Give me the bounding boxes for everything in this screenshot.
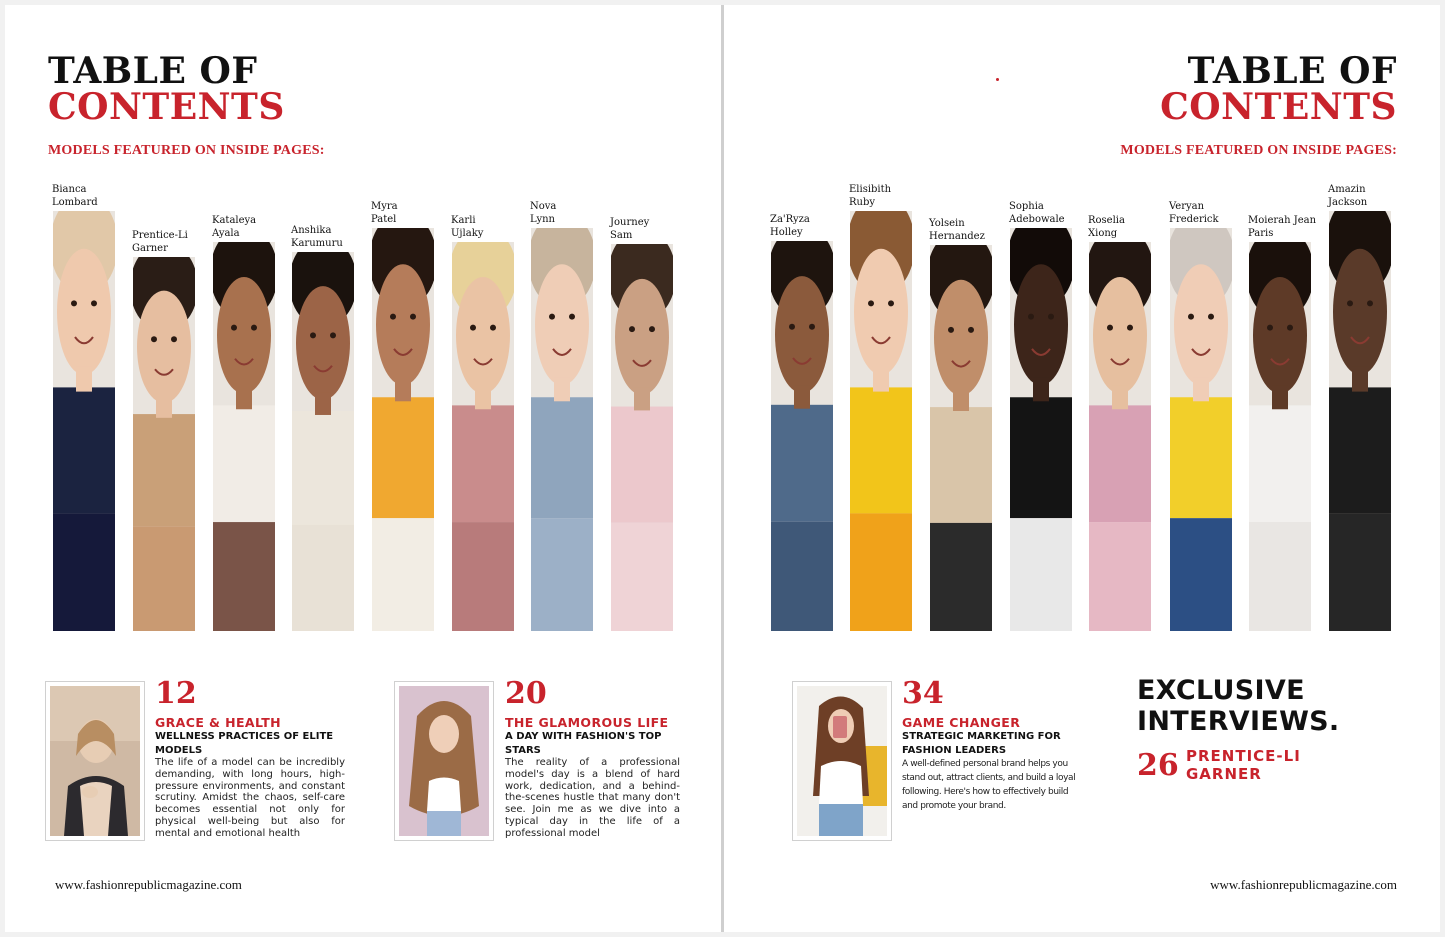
red-dot-decoration (996, 78, 999, 81)
model-name: Kataleya Ayala (212, 215, 257, 239)
woman-long-hair-photo (399, 686, 489, 836)
model-photo-strip (611, 244, 673, 631)
model-name: Myra Patel (371, 201, 398, 225)
child-portrait (1010, 228, 1072, 631)
article-photo-wellness (46, 682, 144, 840)
model-name: Karli Ujlaky (451, 215, 484, 239)
child-portrait (133, 257, 195, 631)
article-subheading: STRATEGIC MARKETING FOR FASHION LEADERS (902, 731, 1061, 756)
child-portrait (531, 228, 593, 631)
toc-title: TABLE OF CONTENTS (1160, 50, 1397, 128)
model-photo-strip (1089, 242, 1151, 631)
models-featured-heading: MODELS FEATURED ON INSIDE PAGES: (1120, 143, 1397, 158)
model-photo-strip (771, 241, 833, 631)
model-photo-strip (1249, 242, 1311, 631)
article-page-number: 20 (505, 676, 547, 711)
child-portrait (930, 245, 992, 631)
interview-page-number: 26 (1137, 748, 1179, 783)
model-name: Nova Lynn (530, 201, 557, 225)
woman-meditating-photo (50, 686, 140, 836)
model-name: Amazin Jackson (1328, 184, 1368, 208)
model-photo-strip (292, 252, 354, 631)
website-url[interactable]: www.fashionrepublicmagazine.com (1210, 877, 1397, 892)
article-summary: The life of a model can be incredibly demanding, with long hours, high-pressure environments, and constant scrutiny. Amidst the chaos, self-care becomes essential not only for physical well-being but also for mental and emotional health (155, 757, 345, 839)
article-subheading: A DAY WITH FASHION'S TOP STARS (505, 731, 662, 756)
model-name: Journey Sam (610, 217, 650, 241)
article-heading: GRACE & HEALTH (155, 715, 282, 730)
child-portrait (1089, 242, 1151, 631)
child-portrait (1170, 228, 1232, 631)
models-featured-heading: MODELS FEATURED ON INSIDE PAGES: (48, 143, 325, 158)
model-name: Veryan Frederick (1169, 201, 1219, 225)
model-name: Za'Ryza Holley (770, 214, 810, 238)
article-subheading: WELLNESS PRACTICES OF ELITE MODELS (155, 731, 334, 756)
child-portrait (850, 211, 912, 631)
website-url[interactable]: www.fashionrepublicmagazine.com (55, 877, 242, 892)
article-summary: The reality of a professional model's day is a blend of hard work, dedication, and a behind-the-scenes hustle that many don't see. Join me as we dive into a typical day in the life of a professional model (505, 757, 680, 839)
model-photo-strip (133, 257, 195, 631)
model-photo-strip (452, 242, 514, 631)
model-photo-strip (531, 228, 593, 631)
model-photo-strip (213, 242, 275, 631)
model-name: Prentice-Li Garner (132, 230, 188, 254)
article-page-number: 34 (902, 676, 944, 711)
child-portrait (53, 211, 115, 631)
model-photo-strip (930, 245, 992, 631)
model-photo-strip (850, 211, 912, 631)
model-name: Roselia Xiong (1088, 215, 1125, 239)
toc-title: TABLE OF CONTENTS (48, 50, 285, 128)
model-name: Bianca Lombard (52, 184, 98, 208)
article-summary: A well-defined personal brand helps you stand out, attract clients, and build a loyal following. Here's how to effectively build and promote your brand. (902, 759, 1076, 811)
article-photo-marketing (793, 682, 891, 840)
model-photo-strip (372, 228, 434, 631)
child-portrait (611, 244, 673, 631)
child-portrait (372, 228, 434, 631)
model-photo-strip (53, 211, 115, 631)
child-portrait (771, 241, 833, 631)
model-photo-strip (1329, 211, 1391, 631)
article-heading: THE GLAMOROUS LIFE (505, 715, 669, 730)
left-page (5, 5, 721, 932)
child-portrait (452, 242, 514, 631)
child-portrait (292, 252, 354, 631)
interview-subject-name[interactable]: PRENTICE-LI GARNER (1186, 747, 1301, 783)
article-page-number: 12 (155, 676, 197, 711)
article-photo-glamour (395, 682, 493, 840)
model-name: Anshika Karumuru (291, 225, 343, 249)
model-name: Elisibith Ruby (849, 184, 892, 208)
child-portrait (213, 242, 275, 631)
exclusive-interviews-heading: EXCLUSIVE INTERVIEWS. (1137, 675, 1340, 737)
model-name: Sophia Adebowale (1009, 201, 1065, 225)
child-portrait (1249, 242, 1311, 631)
article-heading: GAME CHANGER (902, 715, 1021, 730)
model-name: Yolsein Hernandez (929, 218, 985, 242)
child-portrait (1329, 211, 1391, 631)
right-page (724, 5, 1440, 932)
model-name: Moierah Jean Paris (1248, 215, 1317, 239)
woman-selfie-photo (797, 686, 887, 836)
model-photo-strip (1010, 228, 1072, 631)
model-photo-strip (1170, 228, 1232, 631)
